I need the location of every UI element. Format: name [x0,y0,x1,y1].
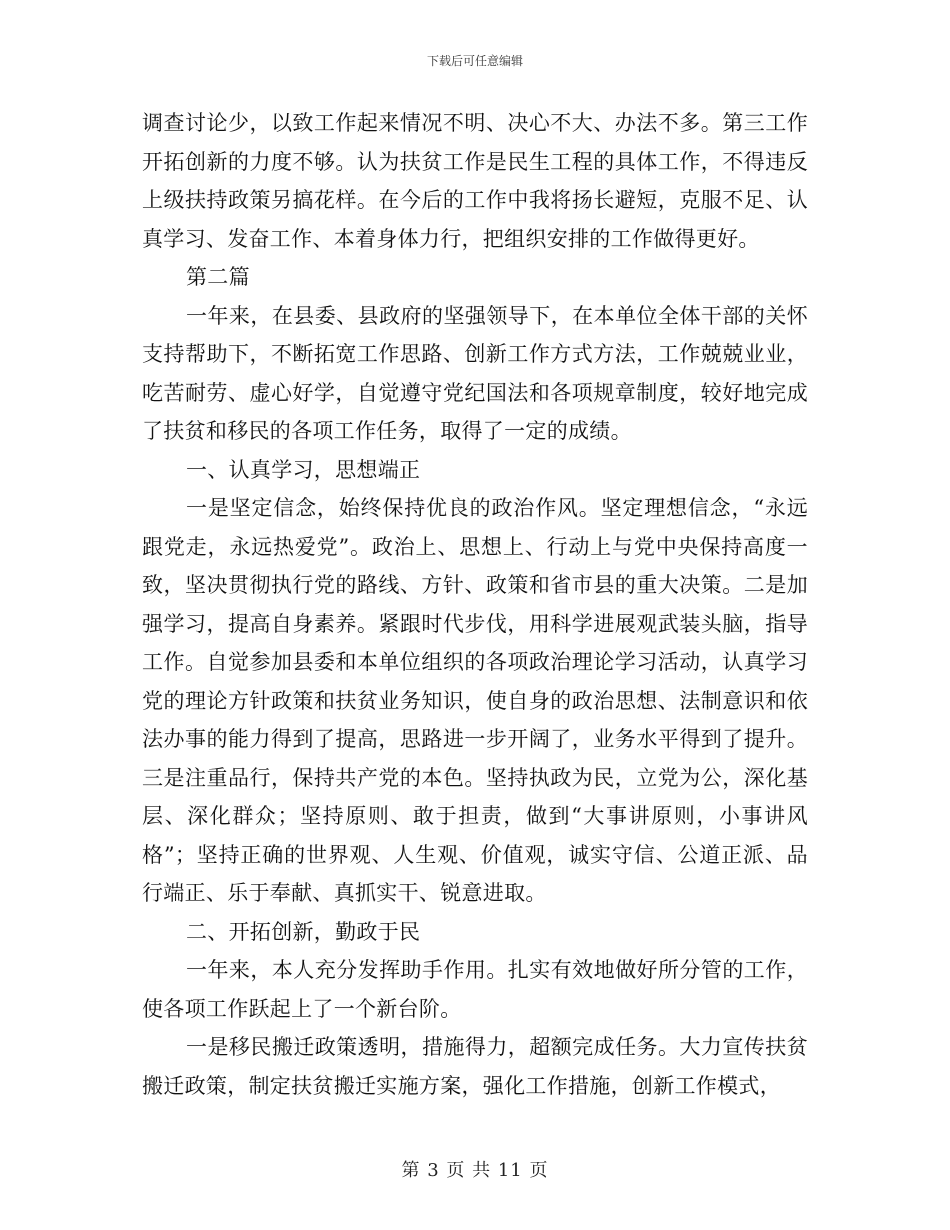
heading-study: 一、认真学习，思想端正 [186,457,421,482]
paragraph-relocation: 一是移民搬迁政策透明，措施得力，超额完成任务。大力宣传扶贫搬迁政策，制定扶贫搬迁实施方案，强化工作措施，创新工作模式， [142,1035,808,1098]
document-body [142,104,808,1105]
paragraph-study: 一是坚定信念，始终保持优良的政治作风。坚定理想信念，“永远跟党走，永远热爱党”。政治上、思想上、行动上与党中央保持高度一致，坚决贯彻执行党的路线、方针、政策和省市县的重大决策。二是加强学习，提高自身素养。紧跟时代步伐，用科学进展观武装头脑，指导工作。自觉参加县委和本单位组织的各项政治理论学习活动，认真学习党的理论方针政策和扶贫业务知识，使自身的政治思想、法制意识和依法办事的能力得到了提高，思路进一步开阔了，业务水平得到了提升。三是注重品行，保持共产党的本色。坚持执政为民，立党为公，深化基层、深化群众；坚持原则、敢于担责，做到“大事讲原则，小事讲风格”；坚持正确的世界观、人生观、价值观，诚实守信、公道正派、品行端正、乐于奉献、真抓实干、锐意进取。 [142,496,808,905]
page-number: 第 3 页 共 11 页 [401,1160,549,1181]
heading-innovation: 二、开拓创新，勤政于民 [186,919,421,944]
page-header: 下载后可任意编辑 [426,54,523,68]
paragraph-innovation: 一年来，本人充分发挥助手作用。扎实有效地做好所分管的工作，使各项工作跃起上了一个新台阶。 [142,958,808,1021]
section-title-second: 第二篇 [186,265,250,289]
paragraph-intro: 一年来，在县委、县政府的坚强领导下，在本单位全体干部的关怀支持帮助下，不断拓宽工作思路、创新工作方式方法，工作兢兢业业，吃苦耐劳、虚心好学，自觉遵守党纪国法和各项规章制度，较好地完成了扶贫和移民的各项工作任务，取得了一定的成绩。 [142,303,808,443]
paragraph-1: 调查讨论少，以致工作起来情况不明、决心不大、办法不多。第三工作开拓创新的力度不够。认为扶贫工作是民生工程的具体工作，不得违反上级扶持政策另搞花样。在今后的工作中我将扬长避短，克服不足、认真学习、发奋工作、本着身体力行，把组织安排的工作做得更好。 [142,111,808,251]
